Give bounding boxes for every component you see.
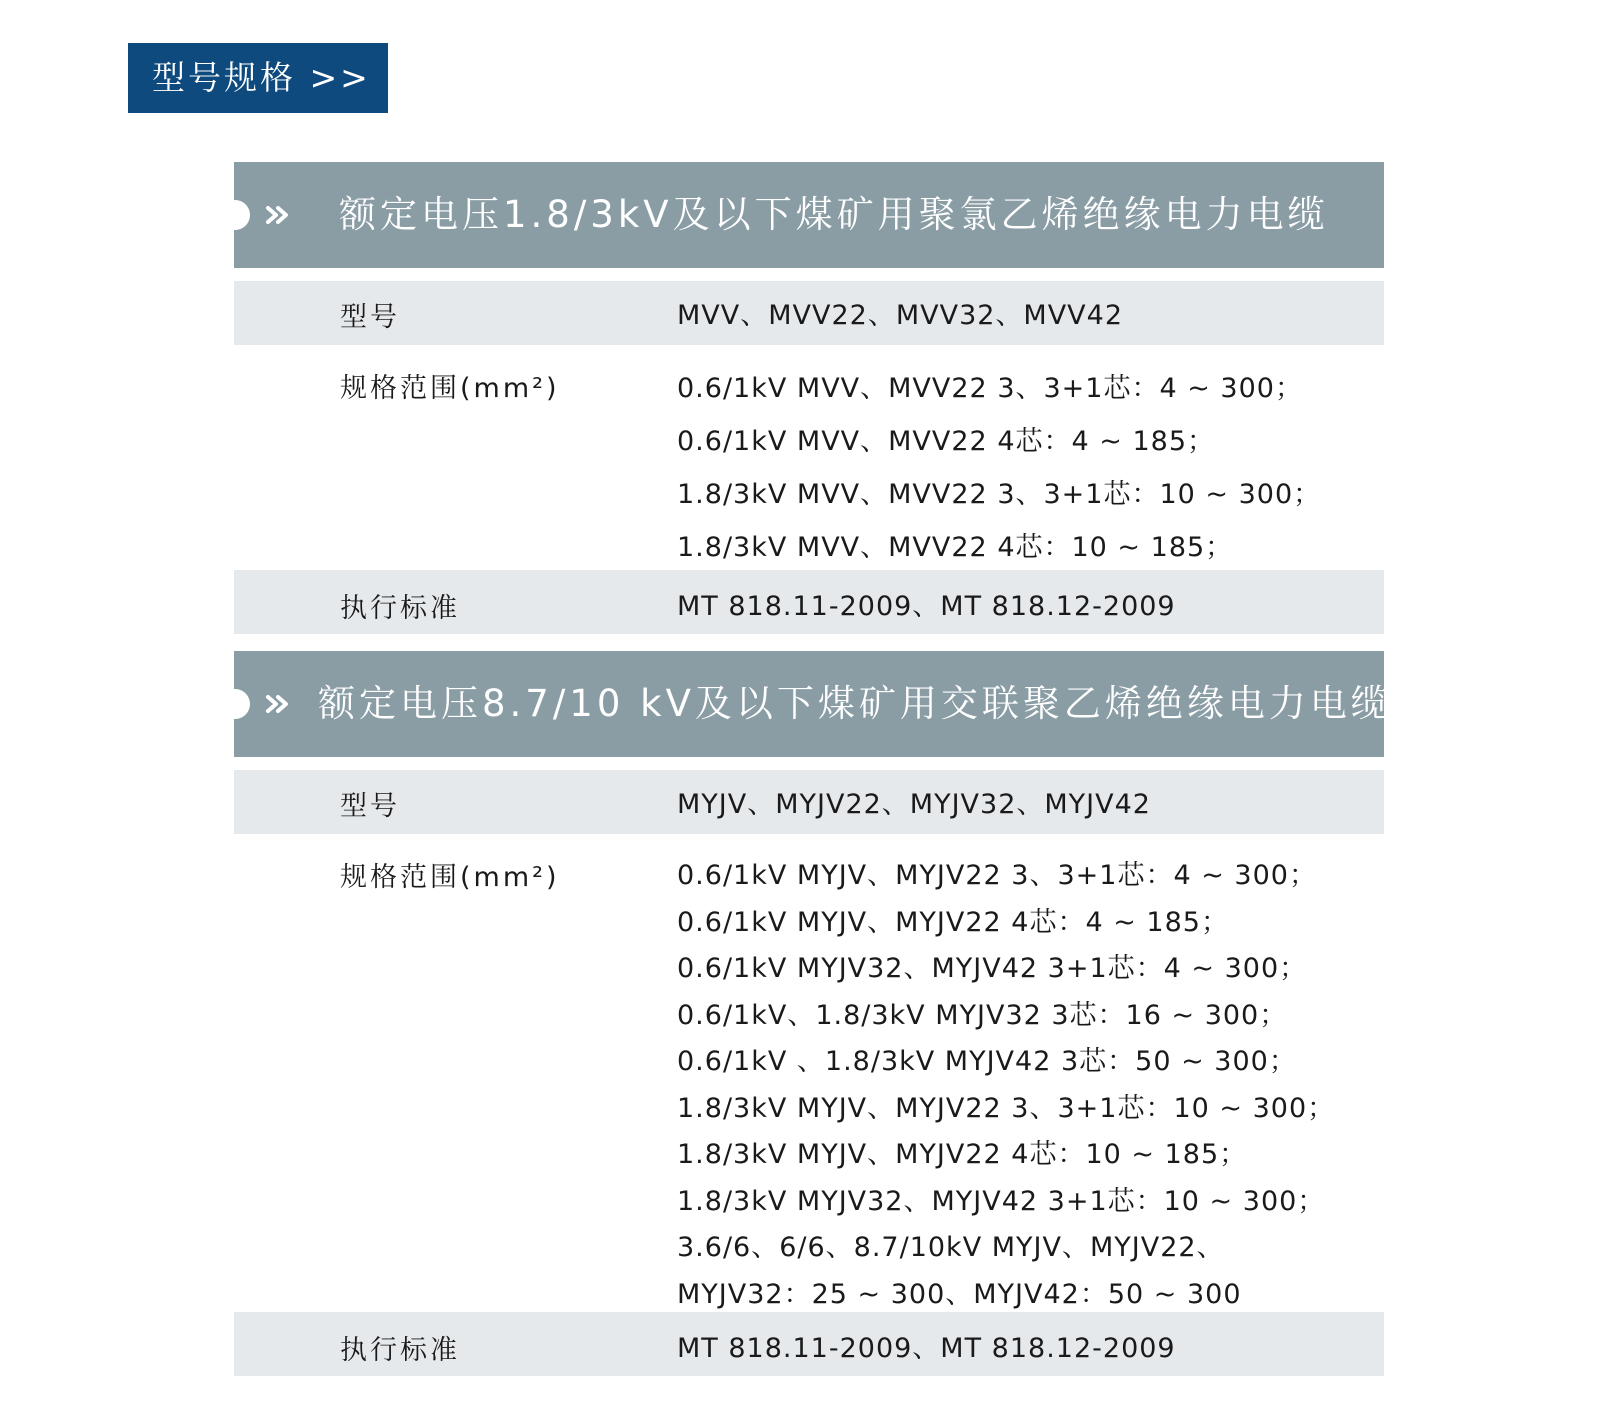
spec-label: 规格范围(mm²) — [340, 373, 560, 404]
spec-line: 1.8/3kV MVV、MVV22 3、3+1芯：10 ~ 300； — [677, 479, 1322, 510]
model-row — [234, 770, 1384, 834]
standard-label: 执行标准 — [340, 1335, 460, 1366]
model-value: MYJV、MYJV22、MYJV32、MYJV42 — [677, 789, 1151, 820]
spec-line: 1.8/3kV MYJV、MYJV22 4芯：10 ~ 185； — [677, 1139, 1248, 1170]
spec-line: 0.6/1kV MYJV32、MYJV42 3+1芯：4 ~ 300； — [677, 953, 1308, 984]
model-label: 型号 — [340, 302, 400, 333]
standard-row — [234, 570, 1384, 634]
spec-line: 0.6/1kV MVV、MVV22 3、3+1芯：4 ~ 300； — [677, 373, 1303, 404]
spec-line: 0.6/1kV MYJV、MYJV22 3、3+1芯：4 ~ 300； — [677, 860, 1317, 891]
spec-line: 0.6/1kV MVV、MVV22 4芯：4 ~ 185； — [677, 426, 1215, 457]
spec-values — [677, 362, 1321, 574]
spec-line: 1.8/3kV MYJV32、MYJV42 3+1芯：10 ~ 300； — [677, 1185, 1326, 1217]
spec-line: 0.6/1kV MYJV、MYJV22 4芯：4 ~ 185； — [677, 906, 1229, 938]
double-chevron-right-icon — [262, 688, 294, 720]
spec-line: 1.8/3kV MYJV、MYJV22 3、3+1芯：10 ~ 300； — [677, 1092, 1336, 1124]
spec-line: 0.6/1kV 、1.8/3kV MYJV42 3芯：50 ~ 300； — [677, 1046, 1297, 1077]
spec-row — [234, 841, 1384, 1310]
spec-label: 规格范围(mm²) — [340, 862, 560, 893]
section-header-1 — [234, 162, 1384, 268]
standard-label: 执行标准 — [340, 593, 460, 624]
model-value: MVV、MVV22、MVV32、MVV42 — [677, 300, 1124, 331]
standard-row — [234, 1312, 1384, 1376]
header-dot-icon — [220, 200, 250, 230]
spec-line: MYJV32：25 ~ 300、MYJV42：50 ~ 300 — [677, 1278, 1242, 1310]
standard-value: MT 818.11-2009、MT 818.12-2009 — [677, 1333, 1176, 1364]
model-label: 型号 — [340, 791, 400, 822]
model-row — [234, 281, 1384, 345]
section-title: 额定电压1.8/3kV及以下煤矿用聚氯乙烯绝缘电力电缆 — [339, 193, 1329, 236]
section-tag: 型号规格 >> — [128, 43, 388, 113]
double-chevron-right-icon — [262, 199, 294, 231]
spec-values — [677, 853, 1335, 1318]
spec-line: 3.6/6、6/6、8.7/10kV MYJV、MYJV22、 — [677, 1232, 1225, 1263]
header-dot-icon — [220, 689, 250, 719]
spec-line: 1.8/3kV MVV、MVV22 4芯：10 ~ 185； — [677, 532, 1234, 563]
section-header-2 — [234, 651, 1392, 757]
spec-line: 0.6/1kV、1.8/3kV MYJV32 3芯：16 ~ 300； — [677, 999, 1288, 1031]
standard-value: MT 818.11-2009、MT 818.12-2009 — [677, 591, 1176, 622]
spec-row — [234, 352, 1384, 564]
section-title: 额定电压8.7/10 kV及以下煤矿用交联聚乙烯绝缘电力电缆 — [318, 682, 1392, 725]
